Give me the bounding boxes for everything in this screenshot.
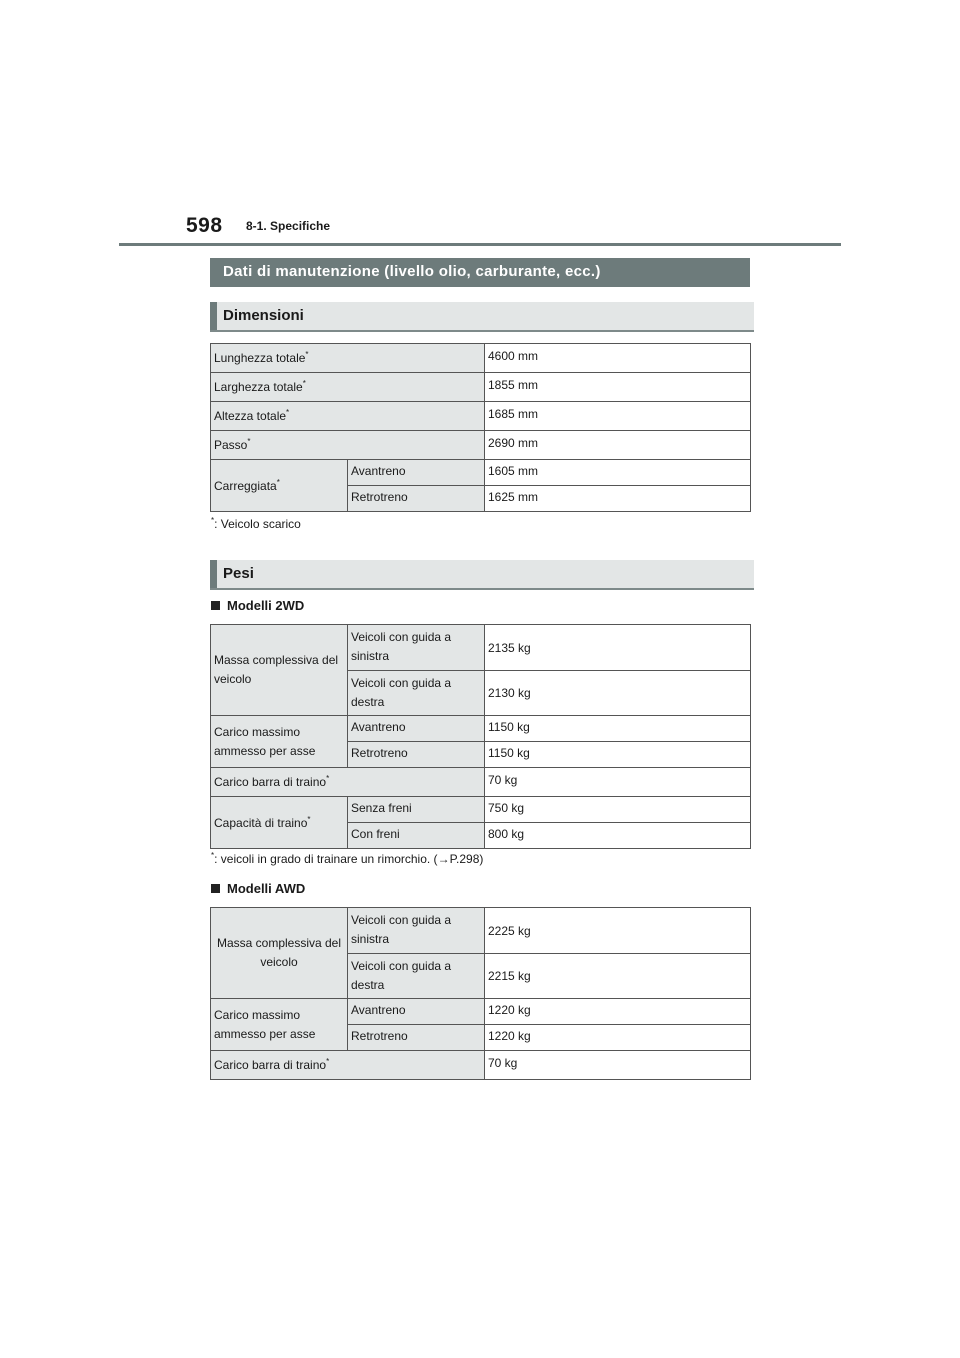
front-axle-value: 1605 mm (485, 460, 751, 486)
table-row (211, 797, 751, 823)
lhd-value: 2225 kg (485, 908, 751, 954)
rear-axle-value: 1625 mm (485, 486, 751, 512)
page-number: 598 (186, 214, 223, 237)
header-divider (119, 243, 841, 246)
table-row (211, 460, 751, 486)
tow-bar-label: Carico barra di traino* (211, 1051, 485, 1080)
table-row (211, 431, 751, 460)
axle-load-label: Carico massimo ammesso per asse (211, 999, 348, 1051)
table-row (211, 344, 751, 373)
braked-value: 800 kg (485, 823, 751, 849)
row-label: Passo* (211, 431, 485, 460)
lhd-label: Veicoli con guida a sinistra (348, 908, 485, 954)
tow-bar-value: 70 kg (485, 768, 751, 797)
rear-axle-label: Retrotreno (348, 742, 485, 768)
dimensions-table (210, 343, 751, 512)
bullet-square-icon (211, 884, 220, 893)
lhd-label: Veicoli con guida a sinistra (348, 625, 485, 671)
model-2wd-heading: Modelli 2WD (211, 598, 304, 613)
weights-2wd-table (210, 624, 751, 849)
dimensions-heading-text: Dimensioni (223, 307, 304, 324)
table-row (211, 1051, 751, 1080)
lhd-value: 2135 kg (485, 625, 751, 671)
table-row (211, 373, 751, 402)
row-value: 1855 mm (485, 373, 751, 402)
axle-load-label: Carico massimo ammesso per asse (211, 716, 348, 768)
rear-axle-value: 1220 kg (485, 1025, 751, 1051)
rhd-value: 2130 kg (485, 671, 751, 716)
front-axle-value: 1150 kg (485, 716, 751, 742)
page-reference-link[interactable]: P.298) (449, 852, 484, 866)
weights-awd-table (210, 907, 751, 1080)
tow-bar-value: 70 kg (485, 1051, 751, 1080)
table-row (211, 999, 751, 1025)
weights-heading-text: Pesi (223, 565, 254, 582)
arrow-right-icon: → (437, 852, 450, 866)
dimensions-heading (210, 302, 754, 332)
front-axle-value: 1220 kg (485, 999, 751, 1025)
row-value: 2690 mm (485, 431, 751, 460)
braked-label: Con freni (348, 823, 485, 849)
model-awd-heading: Modelli AWD (211, 881, 305, 896)
unbraked-label: Senza freni (348, 797, 485, 823)
heading-accent-bar (210, 560, 217, 588)
section-title: 8-1. Specifiche (246, 219, 331, 233)
rhd-value: 2215 kg (485, 954, 751, 999)
table-row (211, 908, 751, 954)
front-axle-label: Avantreno (348, 460, 485, 486)
front-axle-label: Avantreno (348, 716, 485, 742)
table-row (211, 402, 751, 431)
rhd-label: Veicoli con guida a destra (348, 954, 485, 999)
chapter-title: Dati di manutenzione (livello olio, carburante, ecc.) (210, 258, 750, 287)
towing-capacity-label: Capacità di traino* (211, 797, 348, 849)
front-axle-label: Avantreno (348, 999, 485, 1025)
unbraked-value: 750 kg (485, 797, 751, 823)
row-value: 1685 mm (485, 402, 751, 431)
weights-footnote: *: veicoli in grado di trainare un rimorchio. (→P.298) (211, 851, 484, 866)
table-row (211, 625, 751, 671)
rear-axle-label: Retrotreno (348, 486, 485, 512)
row-label: Lunghezza totale* (211, 344, 485, 373)
bullet-square-icon (211, 601, 220, 610)
row-value: 4600 mm (485, 344, 751, 373)
gross-mass-label: Massa complessiva del veicolo (211, 625, 348, 716)
heading-accent-bar (210, 302, 217, 330)
table-row (211, 768, 751, 797)
table-row (211, 716, 751, 742)
rhd-label: Veicoli con guida a destra (348, 671, 485, 716)
weights-heading (210, 560, 754, 590)
row-label: Altezza totale* (211, 402, 485, 431)
tow-bar-label: Carico barra di traino* (211, 768, 485, 797)
rear-axle-value: 1150 kg (485, 742, 751, 768)
gross-mass-label: Massa complessiva del veicolo (211, 908, 348, 999)
track-label: Carreggiata* (211, 460, 348, 512)
row-label: Larghezza totale* (211, 373, 485, 402)
rear-axle-label: Retrotreno (348, 1025, 485, 1051)
dimensions-footnote: *: Veicolo scarico (211, 516, 301, 531)
